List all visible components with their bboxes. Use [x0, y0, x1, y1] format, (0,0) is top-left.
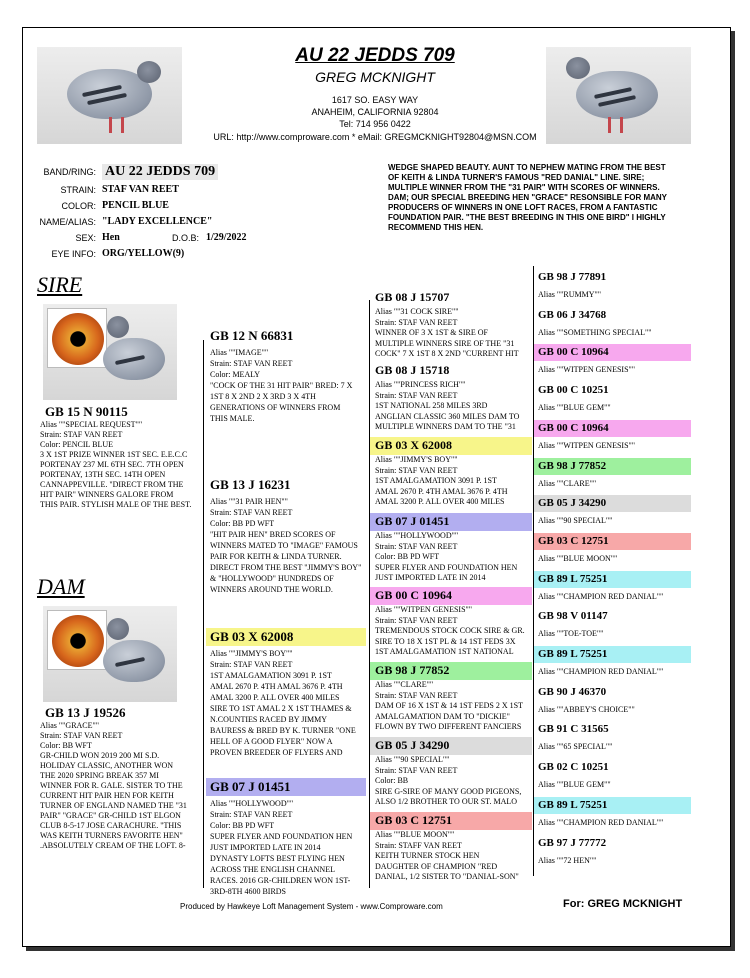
gen3-band: GB 00 C 10964 — [538, 421, 609, 434]
gen1-detail-line: WINNERS AROUND THE WORLD. — [210, 585, 333, 594]
gen3-band: GB 03 C 12751 — [538, 534, 609, 547]
owner-contact: URL: http://www.comproware.com * eMail: GREGMCKNIGHT92804@MSN.COM — [213, 132, 537, 142]
gen2-detail-line: JUST IMPORTED LATE IN 2014 — [375, 573, 486, 582]
gen2-detail-line: DANIAL, 1/2 SISTER TO "DANIAL-SON" — [375, 872, 519, 881]
gen3-alias: Alias ""CHAMPION RED DANIAL"" — [538, 591, 664, 601]
gen2-detail-line: 1ST AMALGAMATION 3091 P. 1ST — [375, 476, 497, 485]
owner-phone: Tel: 714 956 0422 — [339, 119, 411, 129]
gen2-detail-line: MULTIPLE WINNERS SIRE OF THE "31 — [375, 338, 515, 348]
gen1-detail-line: Color: BB PD WFT — [210, 821, 275, 830]
gen1-detail-line: Alias ""31 PAIR HEN"" — [210, 497, 288, 506]
gen1-detail-line: Strain: STAF VAN REET — [210, 508, 293, 517]
footer-produced-by: Produced by Hawkeye Loft Management System - www.Comproware.com — [180, 902, 443, 911]
gen1-details — [210, 648, 368, 758]
gen1-detail-line: "COCK OF THE 31 HIT PAIR" BRED: 7 X — [210, 381, 353, 390]
gen2-band: GB 00 C 10964 — [375, 588, 453, 602]
gen1-detail-line: THIS MALE. — [210, 414, 255, 423]
gen3-alias: Alias ""WITPEN GENESIS"" — [538, 365, 636, 375]
dam-detail-line: THE 2020 SPRING BREAK 357 MI — [40, 771, 159, 780]
gen1-detail-line: RACES. 2016 GR-CHILDREN WON 1ST- — [210, 876, 351, 885]
gen2-detail-line: SIRE G-SIRE OF MANY GOOD PIGEONS, — [375, 786, 522, 796]
gen3-alias: Alias ""RUMMY"" — [538, 290, 602, 299]
dam-detail-line: WAS KEITH TURNERS FAVORITE HEN" — [40, 831, 183, 840]
gen2-detail-line: Strain: STAF VAN REET — [375, 615, 458, 625]
gen1-detail-line: "HIT PAIR HEN" BRED SCORES OF — [210, 530, 336, 539]
gen3-alias: Alias ""BLUE GEM"" — [538, 780, 611, 790]
gen3-alias: Alias ""90 SPECIAL"" — [538, 516, 613, 526]
gen2-details — [375, 605, 533, 658]
gen2-detail-line: Color: BB PD WFT — [375, 552, 440, 561]
bird-description: WEDGE SHAPED BEAUTY. AUNT TO NEPHEW MATING FROM THE BEST OF KEITH & LINDA TURNER'S FAMOUS "RED DANIAL" LINE. SIRE; MULTIPLE WINNER FROM THE "31 PAIR" WITH SCORES OF WINNERS. DAM; OUR SPECIAL BREEDING HEN "GRACE" RESONSIBLE FOR MANY PRODUCERS OF WINNERS IN ONE LOFT RACES, FROM A FANTASTIC FOUNDATION PAIR. "THE BEST BREEDING IN THIS ONE BIRD" I HIGHLY RECOMMEND THIS HEN. — [388, 163, 667, 232]
gen2-detail-line: ANGLIAN CLASSIC 360 MILES DAM TO — [375, 411, 520, 421]
gen3-alias: Alias ""BLUE MOON"" — [538, 553, 618, 563]
gen2-detail-line: Alias ""CLARE"" — [375, 680, 434, 689]
gen2-detail-line: ALSO 1/2 BROTHER TO OUR ST. MALO — [375, 797, 518, 806]
name-value: "LADY EXCELLENCE" — [102, 216, 213, 227]
dam-detail-line: Color: BB WFT — [40, 741, 92, 750]
gen3-band: GB 89 L 75251 — [538, 798, 608, 811]
dam-detail-line: CLUB 8-5-17 JOSE CARACHURE. "THIS — [40, 821, 182, 830]
gen3-alias: Alias ""ABBEY'S CHOICE"" — [538, 704, 635, 714]
gen2-details — [375, 307, 533, 360]
gen2-detail-line: Alias ""90 SPECIAL"" — [375, 755, 450, 764]
sire-detail-line: Strain: STAF VAN REET — [40, 430, 123, 439]
gen2-detail-line: Strain: STAF VAN REET — [375, 690, 458, 700]
gen2-details — [375, 680, 533, 733]
gen3-band: GB 97 J 77772 — [538, 836, 607, 849]
gen2-detail-line: Alias ""HOLLYWOOD"" — [375, 531, 459, 540]
gen1-detail-line: HELL OF A GOOD FLYER" NOW A — [210, 737, 333, 746]
gen3-band: GB 02 C 10251 — [538, 761, 609, 774]
band-value: AU 22 JEDDS 709 — [102, 164, 218, 180]
gen3-band: GB 89 L 75251 — [538, 572, 608, 585]
dam-detail-line: GR-CHILD WON 2019 200 MI S.D. — [40, 751, 160, 760]
owner-address-2: ANAHEIM, CALIFORNIA 92804 — [311, 107, 439, 117]
gen2-detail-line: SIRE TO 18 X 1ST PL & 14 1ST FEDS 3X — [375, 636, 516, 646]
gen2-detail-line: Alias ""31 COCK SIRE"" — [375, 307, 459, 316]
gen2-detail-line: Alias ""WITPEN GENESIS"" — [375, 605, 473, 614]
gen2-detail-line: Alias ""PRINCESS RICH"" — [375, 380, 466, 389]
gen1-detail-line: PAIR FOR KEITH & LINDA TURNER. — [210, 552, 342, 561]
dam-detail-line: TURNER OF ENGLAND NAMED THE "31 — [40, 801, 187, 810]
gen1-detail-line: Alias ""HOLLYWOOD"" — [210, 799, 294, 808]
gen3-alias: Alias ""WITPEN GENESIS"" — [538, 440, 636, 450]
color-label: COLOR: — [61, 201, 96, 211]
gen2-detail-line: Strain: STAF VAN REET — [375, 390, 458, 400]
gen1-detail-line: Strain: STAF VAN REET — [210, 810, 293, 819]
gen1-detail-line: PROVEN BREEDER OF FLYERS AND — [210, 748, 343, 757]
gen2-detail-line: WINNER OF 3 X 1ST & SIRE OF — [375, 328, 488, 337]
gen2-detail-line: DAM OF 16 X 1ST & 14 1ST FEDS 2 X 1ST — [375, 701, 523, 710]
gen1-detail-line: Alias ""JIMMY'S BOY"" — [210, 649, 293, 658]
dam-detail-line: CURRENT HIT PAIR HEN FOR KEITH — [40, 791, 174, 800]
gen2-detail-line: AMAL 2670 P. 4TH AMAL 3676 P. 4TH — [375, 486, 508, 496]
gen2-detail-line: 1ST AMALGAMATION 1ST NATIONAL — [375, 647, 514, 656]
owner-name: GREG MCKNIGHT — [315, 69, 435, 85]
gen3-band: GB 00 C 10964 — [538, 346, 609, 359]
gen2-detail-line: Strain: STAFF VAN REET — [375, 840, 462, 850]
sire-detail-line: Alias ""SPECIAL REQUEST"" — [40, 420, 143, 429]
gen3-alias: Alias ""SOMETHING SPECIAL"" — [538, 327, 652, 337]
gen2-detail-line: AMAL 3200 P. ALL OVER 400 MILES — [375, 497, 505, 506]
gen2-detail-line: 1ST NATIONAL 258 MILES 3RD — [375, 401, 488, 410]
pedigree-title: AU 22 JEDDS 709 — [295, 45, 455, 66]
gen1-detail-line: JUST IMPORTED LATE IN 2014 — [210, 843, 321, 852]
gen1-detail-line: Alias ""IMAGE"" — [210, 348, 269, 357]
dob-label: D.O.B: — [172, 233, 200, 243]
gen2-band: GB 05 J 34290 — [375, 738, 450, 752]
dam-detail-line: .ABSOLUTELY CREAM OF THE LOFT. 8- — [40, 841, 186, 850]
name-label: NAME/ALIAS: — [39, 217, 96, 227]
dam-detail-line: Strain: STAF VAN REET — [40, 731, 123, 740]
gen2-details — [375, 531, 533, 584]
gen2-band: GB 08 J 15718 — [375, 363, 450, 377]
dam-detail-line: HOLIDAY CLASSIC, ANOTHER WON — [40, 761, 174, 770]
gen2-detail-line: TREMENDOUS STOCK COCK SIRE & GR. — [375, 626, 525, 635]
gen1-detail-line: Strain: STAF VAN REET — [210, 359, 293, 368]
gen2-detail-line: COCK" 7 X 1ST 8 X 2ND "CURRENT HIT — [375, 349, 519, 358]
gen2-detail-line: FLOWN BY TWO DIFFERENT FANCIERS — [375, 722, 522, 731]
gen3-band: GB 89 L 75251 — [538, 648, 608, 660]
sex-value: Hen — [102, 232, 120, 243]
gen1-detail-line: N.COUNTIES RACED BY JIMMY — [210, 715, 328, 724]
gen1-detail-line: BAURESS & BRED BY K. TURNER "ONE — [210, 726, 356, 735]
dam-detail-line: Alias ""GRACE"" — [40, 721, 100, 730]
gen3-alias: Alias ""72 HEN"" — [538, 855, 597, 865]
gen3-alias: Alias ""65 SPECIAL"" — [538, 742, 613, 752]
gen3-alias: Alias ""BLUE GEM"" — [538, 403, 611, 413]
gen1-detail-line: DIRECT FROM THE BEST "JIMMY'S BOY" — [210, 563, 362, 572]
gen2-detail-line: Alias ""JIMMY'S BOY"" — [375, 455, 458, 464]
dam-detail-line: WINNER FOR R. GALE. SISTER TO THE — [40, 781, 183, 790]
dam-details — [40, 721, 210, 851]
gen3-alias: Alias ""CHAMPION RED DANIAL"" — [538, 667, 664, 676]
gen1-band: GB 12 N 66831 — [210, 328, 294, 343]
dam-detail-line: PAIR" "GRACE" GR-CHILD 1ST ELGON — [40, 811, 181, 820]
gen2-band: GB 98 J 77852 — [375, 663, 450, 677]
gen1-connector — [203, 340, 204, 888]
gen2-detail-line: Alias ""BLUE MOON"" — [375, 830, 455, 839]
gen3-band: GB 05 J 34290 — [538, 497, 607, 510]
sire-detail-line: HIT PAIR" WINNERS GALORE FROM — [40, 490, 174, 499]
gen1-detail-line: GENERATIONS OF WINNERS FROM — [210, 403, 341, 412]
dam-photo — [43, 606, 177, 702]
sire-band: GB 15 N 90115 — [45, 404, 128, 419]
dam-band: GB 13 J 19526 — [45, 705, 126, 720]
eye-label: EYE INFO: — [51, 249, 96, 259]
gen2-band: GB 03 C 12751 — [375, 813, 453, 827]
owner-address-1: 1617 SO. EASY WAY — [331, 95, 419, 105]
sire-detail-line: CANNAPPEVILLE. "DIRECT FROM THE — [40, 480, 184, 489]
gen2-details — [375, 830, 533, 883]
gen2-detail-line: SUPER FLYER AND FOUNDATION HEN — [375, 562, 518, 572]
sire-photo — [43, 304, 177, 400]
gen3-band: GB 98 V 01147 — [538, 610, 608, 623]
sire-detail-line: PORTENAY, 13TH SEC. 14TH OPEN — [40, 470, 166, 479]
gen2-detail-line: Strain: STAF VAN REET — [375, 465, 458, 475]
gen1-detail-line: DYNASTY LOFTS BEST FLYING HEN — [210, 854, 345, 863]
gen2-band: GB 07 J 01451 — [375, 514, 450, 528]
gen3-band: GB 98 J 77891 — [538, 271, 607, 283]
gen3-band: GB 06 J 34768 — [538, 308, 607, 321]
gen1-detail-line: 1ST 8 X 2ND 2 X 3RD 3 X 4TH — [210, 392, 316, 401]
gen1-details — [210, 496, 368, 595]
gen2-detail-line: Color: BB — [375, 776, 409, 785]
gen1-detail-line: 1ST AMALGAMATION 3091 P. 1ST — [210, 671, 332, 680]
sire-details — [40, 420, 210, 510]
gen1-detail-line: ACROSS THE ENGLISH CHANNEL — [210, 865, 335, 874]
gen2-band: GB 08 J 15707 — [375, 290, 450, 304]
gen3-band: GB 00 C 10251 — [538, 384, 609, 397]
dam-heading: DAM — [37, 574, 85, 599]
gen1-detail-line: SUPER FLYER AND FOUNDATION HEN — [210, 832, 353, 841]
sire-heading: SIRE — [37, 272, 83, 297]
band-label: BAND/RING: — [43, 167, 96, 177]
gen2-detail-line: AMALGAMATION DAM TO "DICKIE" — [375, 711, 510, 721]
gen1-details — [210, 347, 368, 424]
sex-label: SEX: — [75, 233, 96, 243]
footer-owner: For: GREG MCKNIGHT — [563, 898, 683, 910]
gen2-detail-line: DAUGHTER OF CHAMPION "RED — [375, 861, 498, 871]
strain-value: STAF VAN REET — [102, 184, 179, 195]
gen3-band: GB 98 J 77852 — [538, 459, 607, 472]
gen3-alias: Alias ""CHAMPION RED DANIAL"" — [538, 817, 664, 827]
color-value: PENCIL BLUE — [102, 200, 169, 211]
eye-value: ORG/YELLOW(9) — [102, 248, 185, 259]
gen2-detail-line: Strain: STAF VAN REET — [375, 317, 458, 327]
gen1-band: GB 03 X 62008 — [210, 629, 294, 644]
gen2-detail-line: Strain: STAF VAN REET — [375, 541, 458, 551]
gen3-band: GB 91 C 31565 — [538, 723, 609, 736]
sire-detail-line: 3 X 1ST PRIZE WINNER 1ST SEC. E.E.C.C — [40, 450, 188, 459]
gen3-alias: Alias ""CLARE"" — [538, 478, 597, 488]
sire-detail-line: Color: PENCIL BLUE — [40, 440, 114, 449]
gen1-detail-line: Color: MEALY — [210, 370, 261, 379]
gen3-band: GB 90 J 46370 — [538, 685, 607, 698]
strain-label: STRAIN: — [60, 185, 96, 195]
sire-detail-line: PORTENAY 237 MI. 6TH SEC. 7TH OPEN — [40, 460, 184, 469]
gen1-band: GB 07 J 01451 — [210, 779, 291, 794]
gen2-detail-line: MULTIPLE WINNERS DAM TO THE "31 — [375, 422, 516, 431]
gen1-detail-line: Color: BB PD WFT — [210, 519, 275, 528]
gen1-detail-line: Strain: STAF VAN REET — [210, 660, 293, 669]
gen1-detail-line: SIRE TO 1ST AMAL 2 X 1ST THAMES & — [210, 704, 352, 713]
gen1-detail-line: WINNERS MATED TO "IMAGE" FAMOUS — [210, 541, 358, 550]
gen1-detail-line: AMAL 2670 P. 4TH AMAL 3676 P. 4TH — [210, 682, 343, 691]
dob-value: 1/29/2022 — [206, 232, 247, 243]
gen2-details — [375, 755, 533, 808]
gen1-detail-line: & "HOLLYWOOD" HUNDREDS OF — [210, 574, 334, 583]
gen3-alias: Alias ""TOE-TOE"" — [538, 629, 604, 639]
sire-detail-line: THIS PAIR. STYLISH MALE OF THE BEST. — [40, 500, 192, 509]
gen2-detail-line: KEITH TURNER STOCK HEN — [375, 851, 480, 860]
gen2-details — [375, 380, 533, 433]
gen1-detail-line: AMAL 3200 P. ALL OVER 400 MILES — [210, 693, 340, 702]
gen2-details — [375, 455, 533, 508]
gen1-detail-line: 3RD-8TH 4600 BIRDS — [210, 887, 287, 896]
gen2-detail-line: Strain: STAF VAN REET — [375, 765, 458, 775]
gen2-band: GB 03 X 62008 — [375, 438, 453, 452]
gen1-details — [210, 798, 368, 897]
gen1-band: GB 13 J 16231 — [210, 477, 291, 492]
